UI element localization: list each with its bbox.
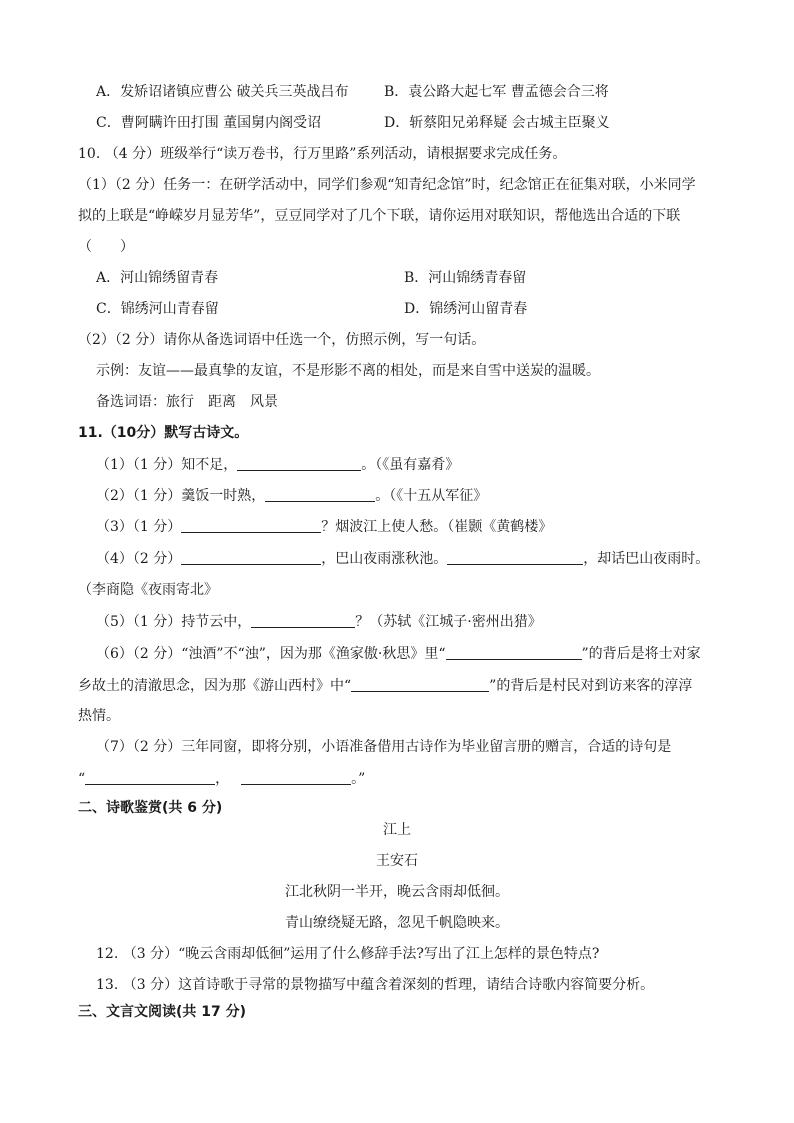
q11-sub6-line2 — [78, 675, 692, 696]
close-quote: 。” — [351, 771, 366, 787]
comma: ， — [215, 771, 230, 787]
q11-sub1-text: （1）（1 分）知不足， — [96, 457, 238, 473]
q10-stem: 10. （4 分）班级举行“读万卷书，行万里路”系列活动，请根据要求完成任务。 — [78, 146, 567, 162]
q11-sub4-source: （李商隐《夜雨寄北》 — [78, 582, 218, 598]
answer-blank[interactable] — [181, 548, 321, 565]
q11-sub6-line3: 热情。 — [78, 708, 120, 724]
q11-sub6-text2: ”的背后是将士对家 — [581, 646, 701, 662]
open-quote: “ — [78, 771, 86, 787]
answer-blank[interactable] — [85, 768, 215, 785]
q10-task2: （2）（2 分）请你从备选词语中任选一个，仿照示例，写一句话。 — [78, 332, 486, 348]
q11-sub1-source: 。（《虽有嘉肴》 — [361, 457, 460, 473]
q11-sub7-line1: （7）（2 分）三年同窗，即将分别，小语准备借用古诗作为毕业留言册的赠言，合适的诗句是 — [96, 739, 672, 755]
q11-sub4-text1: ，巴山夜雨涨秋池。 — [321, 551, 448, 567]
q11-sub4 — [96, 548, 709, 569]
q11-sub5-text: （5）（1 分）持节云中， — [96, 614, 252, 630]
q11-sub2-text: （2）（1 分）羹饭一时熟， — [96, 488, 266, 504]
q12: 12. （3 分）“晚云含雨却低徊”运用了什么修辞手法?写出了江上怎样的景色特点? — [96, 946, 600, 962]
q11-sub3-text: ？烟波江上使人愁。（崔颢《黄鹤楼》 — [321, 519, 553, 535]
q10-example: 示例：友谊——最真挚的友谊，不是形影不离的相处，而是来自雪中送炭的温暖。 — [96, 363, 600, 379]
q10-option-b: B．河山锦绣青春留 — [404, 270, 527, 286]
q10-option-d: D．锦绣河山留青春 — [404, 301, 528, 317]
answer-blank[interactable] — [265, 485, 375, 502]
q9-option-a: A．发矫诏诸镇应曹公 破关兵三英战吕布 — [96, 84, 349, 100]
answer-blank[interactable] — [446, 643, 582, 660]
q11-sub5 — [96, 611, 542, 632]
q9-option-b: B．袁公路大起七军 曹孟德会合三将 — [384, 84, 609, 100]
q11-sub3-label: （3）（1 分） — [96, 519, 182, 535]
q11-stem: 11.（10分）默写古诗文。 — [78, 425, 249, 441]
q10-option-a: A．河山锦绣留青春 — [96, 270, 219, 286]
q11-sub2 — [96, 485, 487, 506]
answer-blank[interactable] — [241, 768, 351, 785]
section-2-heading: 二、诗歌鉴赏(共 6 分) — [78, 800, 223, 816]
q11-sub2-source: 。（《十五从军征》 — [375, 488, 488, 504]
poem-title: 江上 — [383, 822, 411, 838]
q10-task1-line2: 拟的上联是“峥嵘岁月显芳华”，豆豆同学对了几个下联，请你运用对联知识，帮他选出合适的下联 — [78, 208, 681, 224]
q11-sub1 — [96, 454, 459, 475]
answer-blank[interactable] — [351, 675, 489, 692]
poem-line-1: 江北秋阴一半开，晚云含雨却低徊。 — [285, 884, 509, 900]
q11-sub4-text2: ，却话巴山夜雨时。 — [583, 551, 710, 567]
poem-author: 王安石 — [376, 853, 418, 869]
q10-answer-bracket: （ ） — [78, 239, 134, 255]
q11-sub6-text3: 乡故土的清澈思念，因为那《游山西村》中“ — [78, 678, 352, 694]
q11-sub5-source: ？（苏轼《江城子·密州出猎》 — [355, 614, 542, 630]
q11-sub7-line2 — [78, 768, 365, 789]
q11-sub6-line1 — [96, 643, 701, 664]
poem-line-2: 青山缭绕疑无路，忽见千帆隐映来。 — [285, 915, 509, 931]
q11-sub6-text4: ”的背后是村民对到访来客的淳淳 — [489, 678, 693, 694]
answer-blank[interactable] — [447, 548, 583, 565]
q10-option-c: C．锦绣河山青春留 — [96, 301, 219, 317]
q11-sub3 — [96, 516, 552, 537]
section-3-heading: 三、文言文阅读(共 17 分) — [78, 1004, 247, 1020]
q9-option-c: C．曹阿瞒许田打围 董国舅内阁受诏 — [96, 115, 322, 131]
answer-blank[interactable] — [251, 611, 355, 628]
q11-sub6-text1: （6）（2 分）“浊酒”不“浊”，因为那《渔家傲·秋思》里“ — [96, 646, 446, 662]
answer-blank[interactable] — [181, 516, 321, 533]
q13: 13. （3 分）这首诗歌于寻常的景物描写中蕴含着深刻的哲理，请结合诗歌内容简要分析。 — [96, 977, 655, 993]
q10-candidate-words: 备选词语：旅行 距离 风景 — [96, 394, 278, 410]
q10-task1-line1: （1）（2 分）任务一：在研学活动中，同学们参观“知青纪念馆”时，纪念馆正在征集对联，小米同学 — [78, 177, 696, 193]
q11-sub4-label: （4）（2 分） — [96, 551, 182, 567]
answer-blank[interactable] — [237, 454, 361, 471]
q9-option-d: D．斩蔡阳兄弟释疑 会古城主臣聚义 — [384, 115, 610, 131]
